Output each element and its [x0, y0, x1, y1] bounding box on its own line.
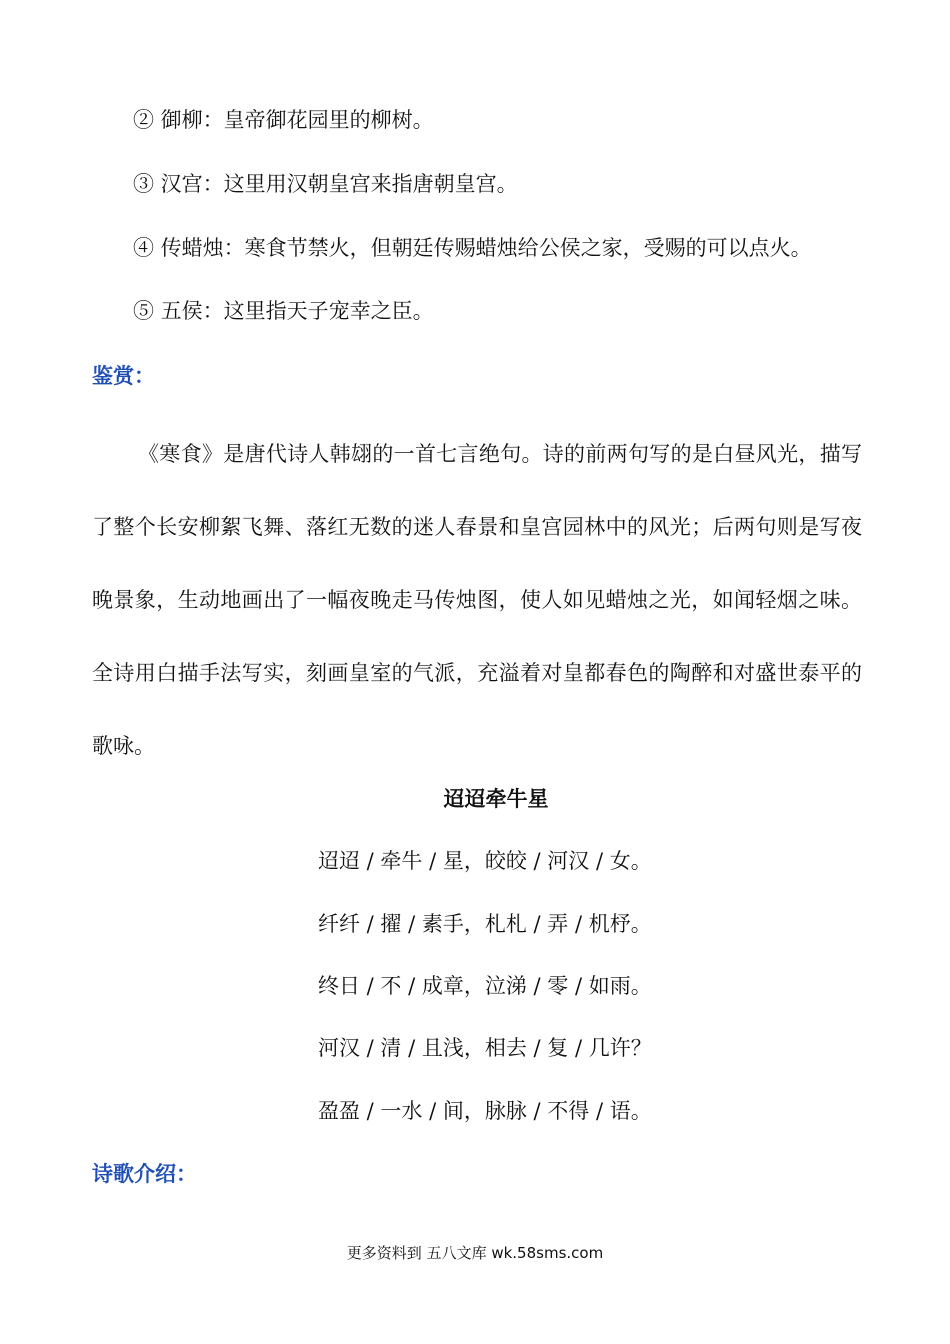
poem-line: 纤纤 / 擢 / 素手，札札 / 弄 / 机杼。 — [318, 912, 652, 936]
appreciation-paragraph: 《寒食》是唐代诗人韩翃的一首七言绝句。诗的前两句写的是白昼风光，描写了整个长安柳絮飞舞、落红无数的迷人春景和皇宫园林中的风光；后两句则是写夜晚景象，生动地画出了一幅夜晚走马传烛图，使人如见蜡烛之光，如闻轻烟之味。全诗用白描手法写实，刻画皇室的气派，充溢着对皇都春色的陶醉和对盛世泰平的歌咏。 — [92, 442, 862, 758]
note-3: ③ 汉宫：这里用汉朝皇宫来指唐朝皇宫。 — [133, 172, 518, 196]
poem-line: 终日 / 不 / 成章，泣涕 / 零 / 如雨。 — [318, 974, 652, 998]
appreciation-heading: 鉴赏： — [92, 364, 155, 388]
note-5: ⑤ 五侯：这里指天子宠幸之臣。 — [133, 299, 434, 323]
poem-line: 迢迢 / 牵牛 / 星，皎皎 / 河汉 / 女。 — [318, 849, 652, 873]
footer-link[interactable]: 更多资料到 五八文库 wk.58sms.com — [346, 1244, 604, 1262]
poem-line: 盈盈 / 一水 / 间，脉脉 / 不得 / 语。 — [318, 1099, 652, 1123]
note-4: ④ 传蜡烛：寒食节禁火，但朝廷传赐蜡烛给公侯之家，受赐的可以点火。 — [133, 236, 812, 260]
intro-heading: 诗歌介绍： — [92, 1162, 197, 1186]
note-2: ② 御柳：皇帝御花园里的柳树。 — [133, 108, 434, 132]
poem-line: 河汉 / 清 / 且浅，相去 / 复 / 几许？ — [318, 1036, 652, 1060]
poem-title: 迢迢牵牛星 — [443, 787, 549, 811]
